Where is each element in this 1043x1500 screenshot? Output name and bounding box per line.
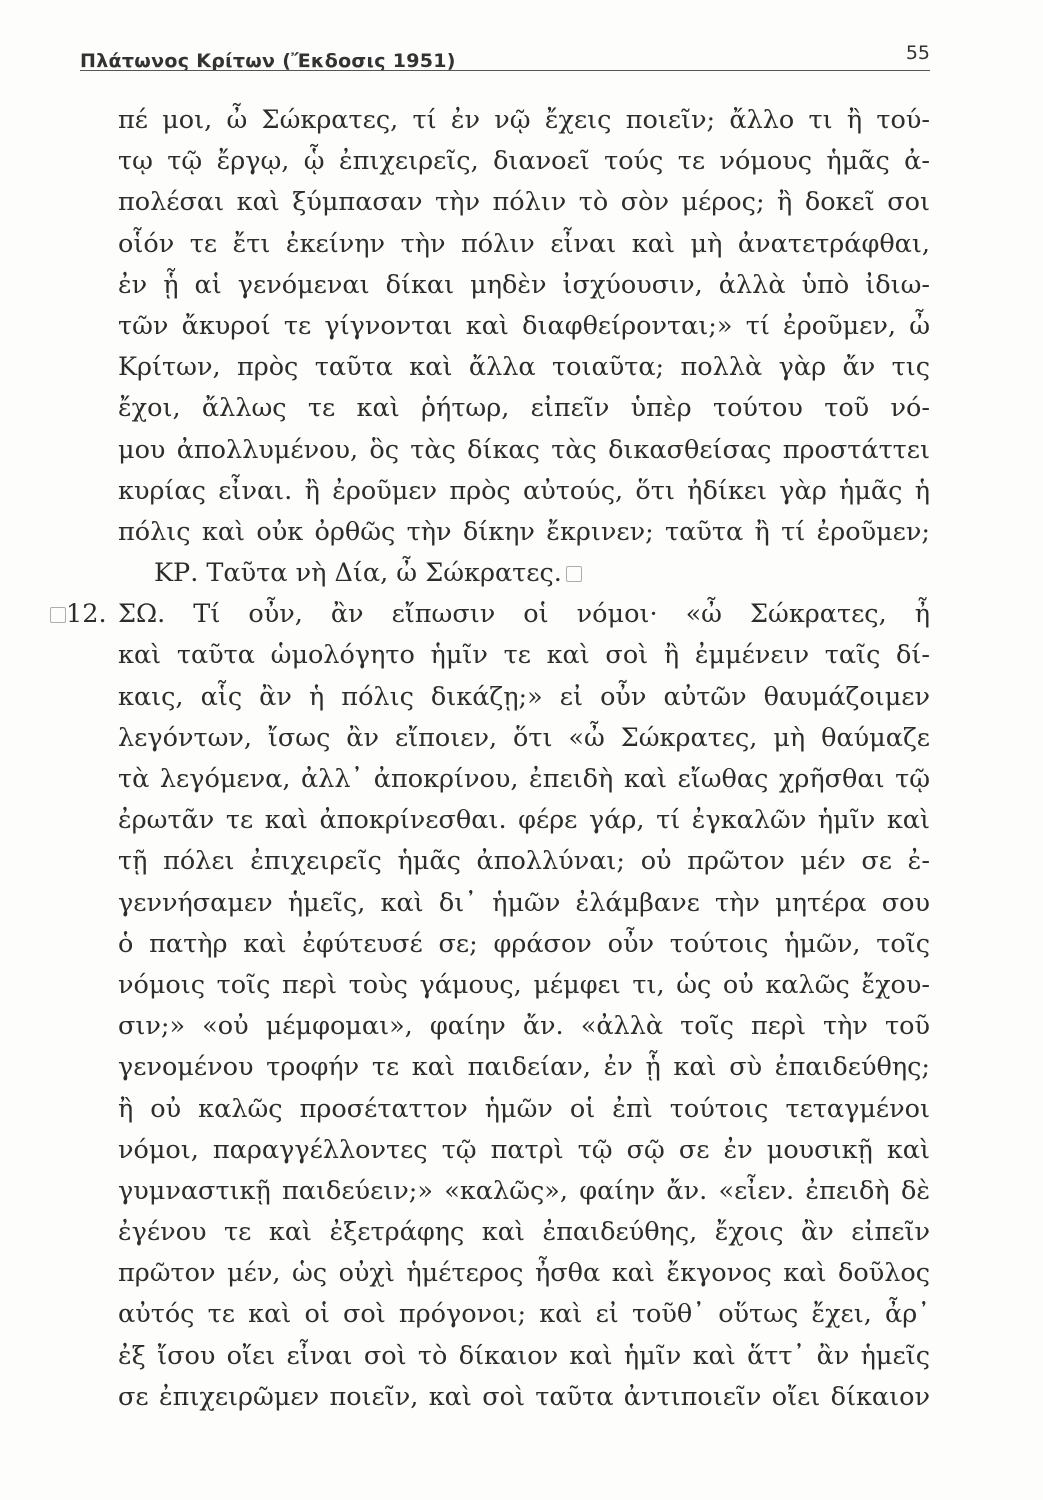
body-text [66,100,930,1418]
text-line: μου ἀπολλυμένου, ὃς τὰς δίκας τὰς δικασθείσας προστάττει [118,434,930,465]
text-line: νόμοις τοῖς περὶ τοὺς γάμους, μέμφει τι, ὡς οὐ καλῶς ἔχου- [118,969,930,1000]
text-line: ἢ οὐ καλῶς προσέταττον ἡμῶν οἱ ἐπὶ τούτοις τεταγμένοι [118,1093,930,1124]
text-line: ἐν ᾗ αἱ γενόμεναι δίκαι μηδὲν ἰσχύουσιν, ἀλλὰ ὑπὸ ἰδιω- [118,269,930,300]
text-line: πόλις καὶ οὐκ ὀρθῶς τὴν δίκην ἔκρινεν; ταῦτα ἢ τί ἐροῦμεν; [118,516,930,547]
text-line: πρῶτον μέν, ὡς οὐχὶ ἡμέτερος ἦσθα καὶ ἔκγονος καὶ δοῦλος [118,1258,930,1289]
text-line: λεγόντων, ἴσως ἂν εἴποιεν, ὅτι «ὦ Σώκρατες, μὴ θαύμαζε [118,722,930,753]
text-line: γενομένου τροφήν τε καὶ παιδείαν, ἐν ᾗ καὶ σὺ ἐπαιδεύθης; [118,1052,930,1083]
header-rule [80,70,930,71]
text-line: γυμναστικῇ παιδεύειν;» «καλῶς», φαίην ἄν. «εἶεν. ἐπειδὴ δὲ [118,1175,930,1206]
text-line: ἐρωτᾶν τε καὶ ἀποκρίνεσθαι. φέρε γάρ, τί ἐγκαλῶν ἡμῖν καὶ [118,805,930,836]
text-line: νόμοι, παραγγέλλοντες τῷ πατρὶ τῷ σῷ σε ἐν μουσικῇ καὶ [118,1134,930,1165]
text-line: Κρίτων, πρὸς ταῦτα καὶ ἄλλα τοιαῦτα; πολλὰ γὰρ ἄν τις [118,352,930,383]
section-number: 12. [66,599,107,630]
page-number: 55 [905,42,930,64]
text-line: τῇ πόλει ἐπιχειρεῖς ἡμᾶς ἀπολλύναι; οὐ πρῶτον μέν σε ἐ- [118,846,930,877]
text-line: καις, αἷς ἂν ἡ πόλις δικάζῃ;» εἰ οὖν αὐτῶν θαυμάζοιμεν [118,681,930,712]
page-marker-icon [50,607,66,623]
text-line: πέ μοι, ὦ Σώκρατες, τί ἐν νῷ ἔχεις ποιεῖν; ἄλλο τι ἢ τού- [118,105,930,135]
text-line: οἷόν τε ἔτι ἐκείνην τὴν πόλιν εἶναι καὶ μὴ ἀνατετράφθαι, [118,228,930,259]
text-line: τῶν ἄκυροί τε γίγνονται καὶ διαφθείρονται;» τί ἐροῦμεν, ὦ [118,310,930,341]
section-first-line [66,594,930,635]
page-header [80,40,930,80]
page-marker-icon [566,566,582,582]
text-line: ἐγένου τε καὶ ἐξετράφης καὶ ἐπαιδεύθης, ἔχοις ἂν εἰπεῖν [118,1217,930,1248]
text-line: τῳ τῷ ἔργῳ, ᾧ ἐπιχειρεῖς, διανοεῖ τούς τε νόμους ἡμᾶς ἀ- [118,146,930,177]
text-line: ὁ πατὴρ καὶ ἐφύτευσέ σε; φράσον οὖν τούτοις ἡμῶν, τοῖς [118,928,930,959]
text-line: πολέσαι καὶ ξύμπασαν τὴν πόλιν τὸ σὸν μέρος; ἢ δοκεῖ σοι [118,187,930,218]
text-line: γεννήσαμεν ἡμεῖς, καὶ δι᾽ ἡμῶν ἐλάμβανε τὴν μητέρα σου [118,887,930,918]
running-head: Πλάτωνος Κρίτων (Ἔκδοσις 1951) [80,50,456,72]
speaker-line [118,553,930,594]
text-line: καὶ ταῦτα ὡμολόγητο ἡμῖν τε καὶ σοὶ ἢ ἐμμένειν ταῖς δί- [118,640,930,671]
section-first-line-text: ΣΩ. Τί οὖν, ἂν εἴπωσιν οἱ νόμοι· «ὦ Σώκρατες, ἦ [118,599,930,630]
text-line: κυρίας εἶναι. ἢ ἐροῦμεν πρὸς αὐτούς, ὅτι ἠδίκει γὰρ ἡμᾶς ἡ [118,475,930,506]
text-line: σιν;» «οὐ μέμφομαι», φαίην ἄν. «ἀλλὰ τοῖς περὶ τὴν τοῦ [118,1011,930,1042]
text-line: τὰ λεγόμενα, ἀλλ᾽ ἀποκρίνου, ἐπειδὴ καὶ εἴωθας χρῆσθαι τῷ [118,764,930,794]
speaker-line-text: ΚΡ. Ταῦτα νὴ Δία, ὦ Σώκρατες. [154,558,562,589]
text-line: σε ἐπιχειρῶμεν ποιεῖν, καὶ σοὶ ταῦτα ἀντιποιεῖν οἴει δίκαιον [118,1381,930,1412]
text-line: ἔχοι, ἄλλως τε καὶ ῥήτωρ, εἰπεῖν ὑπὲρ τούτου τοῦ νό- [118,393,930,424]
text-line: αὐτός τε καὶ οἱ σοὶ πρόγονοι; καὶ εἰ τοῦθ᾽ οὕτως ἔχει, ἆρ᾽ [118,1299,930,1330]
text-line: ἐξ ἴσου οἴει εἶναι σοὶ τὸ δίκαιον καὶ ἡμῖν καὶ ἅττ᾽ ἂν ἡμεῖς [118,1340,930,1371]
